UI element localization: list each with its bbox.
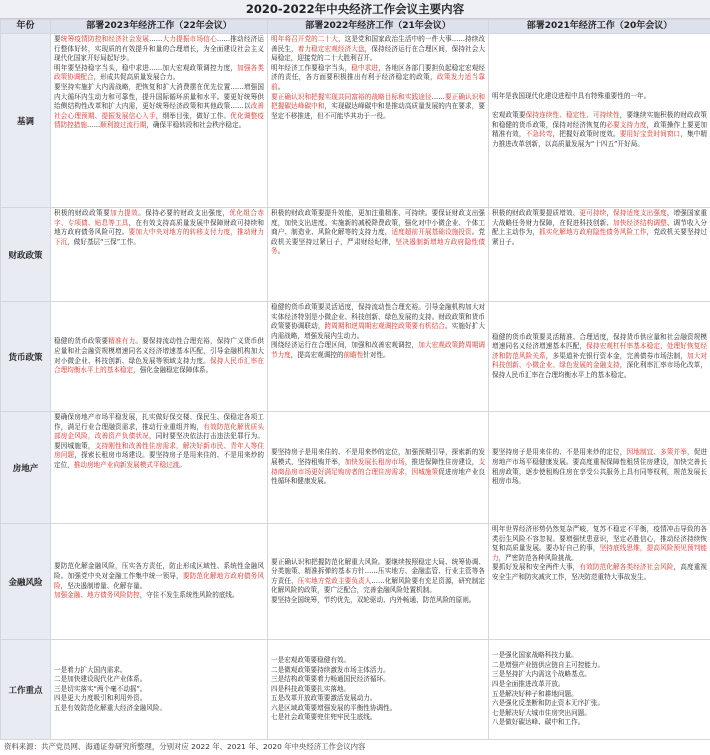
body-text: ，深化利率汇率市场化改革，保持人民币汇率在合理均衡水平上的基本稳定。 <box>492 361 708 379</box>
body-text: 二是微观政策要持续激发市场主体活力。 <box>271 665 390 674</box>
body-text: 要坚持全国统筹，节约优先，双轮驱动、内外畅通、防范风险的原则。 <box>271 595 476 604</box>
body-text: ，集中精力推进改革创新，以高质量发展为“十四五”开好局。 <box>492 130 708 148</box>
body-text: ，同时要坚决依法打击违法犯罪行为。要因城施策， <box>54 432 265 450</box>
highlighted-text: 处理好恢复经济和防范风险关系 <box>492 342 708 360</box>
body-text: 明年世界经济形势仍然复杂严峻，复苏不稳定不平衡，疫情冲击导致的各类衍生风险不容忽视。 <box>492 525 707 543</box>
highlighted-text: 支持刚性和改善性住房需求，解决好新市民、青年人等住房问题 <box>54 441 265 460</box>
cell-priorities-2021 <box>489 640 710 740</box>
body-text: ，党政机关要坚持过紧日子。 <box>492 228 708 246</box>
body-text: 六是区域政策要增强发展的平衡性协调性。 <box>271 703 397 712</box>
body-text: 。保持必要的财政支出强度， <box>138 209 230 217</box>
highlighted-text: 加强金融、地方债务风险防控 <box>54 591 140 600</box>
body-text: 。 <box>277 82 285 91</box>
highlighted-text: 要防范化解地方政府债务风险 <box>54 571 265 590</box>
cell-tone-2022 <box>268 34 489 208</box>
body-text: 积极的财政政策要提质增效、 <box>492 209 580 217</box>
body-text: 五是解决好种子和耕地问题。 <box>492 689 578 698</box>
body-text: 明年要坚持稳字当头，稳中求进……加大宏观政策调控力度， <box>54 63 238 72</box>
body-text: 七是解决好大城市住房突出问题。 <box>492 708 591 717</box>
highlighted-text: 保持适度支出强度 <box>613 209 667 217</box>
row-property <box>1 412 710 524</box>
body-text: 稳健的货币政策要灵活精准、合理适度，保持货币供应量和社会融资规模增速同名义经济增速基本匹配， <box>492 332 707 351</box>
body-text: ，保持经济运行在合理区间，保持社会大局稳定，迎接党的二十大胜利召开。 <box>271 44 486 63</box>
cell-monetary-2021 <box>489 302 710 412</box>
highlighted-text: 要正确认识和把握碳达峰碳中和 <box>271 92 486 111</box>
body-text: ，多渠道补充银行资本金，完善债券市场法制， <box>545 351 687 360</box>
body-text: 三是切实落实“两个毫不动摇”。 <box>54 684 147 693</box>
highlighted-text: 加快经济结构调整 <box>613 218 667 227</box>
col-header-2021: 部署2021年经济工作（20年会议） <box>489 20 710 34</box>
body-text: 促进房地产业良性循环和健康发展。 <box>271 467 486 486</box>
highlighted-text: 政策发力适当靠前 <box>271 73 486 91</box>
body-text: 要防范化解金融风险，压实各方责任，防止形成区域性、系统性金融风险。加强党中央对金融工作集中统一领导， <box>54 562 264 580</box>
body-text: …… <box>86 121 101 130</box>
body-text: ，增强国家重大战略任务财力保障，在促进科技创新、 <box>492 209 708 227</box>
body-text: ，坚决遏制增量、化解存量。 <box>60 581 147 590</box>
highlighted-text: 着力稳定宏观经济大盘 <box>297 44 365 53</box>
body-text: 积极的财政政策要提升效能，更加注重精准、可持续。要保证财政支出强度，加快支出进度。实施新的减税降费政策，强化对中小微企业、个体工商户、制造业、风险化解等的支持力度， <box>271 209 485 237</box>
highlighted-text: 加大对科技创新、小微企业、绿色发展的金融支持 <box>492 351 708 370</box>
body-text: 。 <box>179 460 186 469</box>
col-header-2022: 部署2022年经济工作（21年会议） <box>268 20 489 34</box>
row-label-tone: 基调 <box>1 34 51 208</box>
row-label-fiscal: 财政政策 <box>1 208 51 302</box>
source-footnote: 资料来源：共产党员网、海通证券研究所整理，分别对应 2022 年、2021 年、2020 年中央经济工作会议内容 <box>4 742 366 751</box>
highlighted-text: 要加大中央对地方的转移支付力度，推动财力下沉 <box>54 228 265 246</box>
body-text: ，实现碳达峰碳中和是推动高质量发展的内在要求，要坚定不移推进，但不可能毕其功于一役。 <box>271 102 486 120</box>
body-text: 要正确认识和把握防范化解重大风险。要继续按照稳定大局、统筹协调、分类施策、精准拆弹的基本方针……压实地方、金融监管、行业主管等各方责任， <box>271 557 485 585</box>
body-text: 二是加快建设现代化产业体系。 <box>54 675 147 684</box>
body-text: 明年经济工作要稳字当头， <box>271 63 352 72</box>
cell-property-2023 <box>51 412 268 524</box>
body-text: 四是科技政策要扎实落地。 <box>271 684 351 693</box>
body-text: 一是着力扩大国内需求。 <box>54 665 127 674</box>
body-text: 稳健的货币政策要 <box>54 337 109 346</box>
highlighted-text: 大力提振市场信心 <box>162 35 217 43</box>
cell-fiscal-2023 <box>51 208 268 302</box>
row-fiscal <box>1 208 710 302</box>
body-text: ，守住不发生系统性风险的底线。 <box>139 591 239 600</box>
body-text: 四是更大力度吸引和利用外资。 <box>54 694 147 703</box>
col-header-year: 年份 <box>1 20 51 34</box>
body-text: 六是强化反垄断和防止资本无序扩张。 <box>492 699 605 708</box>
body-text: 要 <box>54 35 61 43</box>
highlighted-text: 加大宏观政策跨周期调节力度 <box>271 341 486 359</box>
highlighted-text: 因地制宜、多策并举 <box>626 448 687 457</box>
highlighted-text: 必要支持力度 <box>606 120 647 129</box>
body-text: ， <box>660 342 667 351</box>
body-text: ，促进房地产市场平稳健康发展。要高度重视保障性租赁住房建设，加快完善长租房政策，逐步使租购住房在享受公共服务上具有同等权利，规范发展长租房市场。 <box>492 448 708 486</box>
highlighted-text: 加力提效 <box>110 209 139 217</box>
body-text: ，做好基层“三保”工作。 <box>67 237 140 246</box>
body-text: ， <box>606 209 614 217</box>
body-text: 要抓好发展和安全两件大事， <box>492 563 580 572</box>
cell-risk-2021 <box>489 524 710 640</box>
highlighted-text: 明年将召开党的二十大 <box>271 35 338 43</box>
highlighted-text: 支持商品房市场更好满足购房者的合理住房需求，因城施策 <box>271 457 486 476</box>
body-text: 宏观政策要 <box>492 110 526 119</box>
body-text: ，严密防范各种风险挑战。 <box>498 553 578 562</box>
body-text: ，在有效支持高质量发展中保障财政可持续和地方政府债务风险可控。 <box>54 218 265 237</box>
highlighted-text: 推动房地产业向新发展模式平稳过渡 <box>73 460 180 469</box>
highlighted-text: 顺利渡过流行期 <box>100 121 147 130</box>
body-text: 七是社会政策要兜住兜牢民生底线。 <box>271 713 377 722</box>
body-text: ，形成共促高质量发展合力。 <box>93 73 180 82</box>
cell-property-2022 <box>268 412 489 524</box>
body-text: ，推进保障性住房建设， <box>404 457 479 466</box>
highlighted-text: 加快发展长租房市场 <box>344 457 405 466</box>
body-text: 二是增强产业链供应链自主可控能力。 <box>492 660 605 669</box>
row-label-risk: 金融风险 <box>1 524 51 640</box>
highlighted-text: 跨周期和逆周期宏观调控政策要有机结合 <box>324 322 445 331</box>
body-text: …… <box>149 35 163 43</box>
body-text: ，探索长租房市场建设。要坚持房子是用来住的、不是用来炒的定位， <box>54 451 265 469</box>
body-text: 五是改革开放政策要激活发展动力。 <box>271 694 377 703</box>
row-monetary <box>1 302 710 412</box>
highlighted-text: 有效防范化解各类经济社会风险 <box>579 563 674 572</box>
body-text: 四是全面推进改革开放。 <box>492 679 565 688</box>
row-label-priorities: 工作重点 <box>1 640 51 740</box>
highlighted-text: 适度超前开展基础设施投资 <box>391 228 472 237</box>
highlighted-text: 保持人民币汇率在合理均衡水平上的基本稳定 <box>54 356 265 375</box>
highlighted-text: 稳中求进 <box>351 63 379 72</box>
page-title: 2020-2022年中央经济工作会议主要内容 <box>0 0 710 19</box>
highlighted-text: 前瞻性 <box>343 350 364 359</box>
highlighted-text: 要正确认识和把握实现共同富裕的战略目标和实践途径 <box>271 92 432 101</box>
cell-risk-2023 <box>51 524 268 640</box>
comparison-table <box>0 19 710 740</box>
highlighted-text: 改善社会心理预期、提振发展信心入手 <box>54 102 265 120</box>
body-text: 要增强忧患意识，坚定必胜信心，推动经济持续恢复和高质量发展。要办好自己的事， <box>492 534 708 553</box>
body-text: 。 <box>277 247 285 256</box>
cell-monetary-2023 <box>51 302 268 412</box>
body-text: 。要保持流动性合理充裕，保持广义货币供应量和社会融资规模增速同名义经济增速基本匹配，引导金融机构加大对小微企业、科技创新、绿色发展等领域支持力度。 <box>54 337 265 365</box>
body-text: 围绕经济运行在合理区间，加强和改善宏观调控， <box>271 341 419 350</box>
body-text: ……化解风险要有充足资源，研究制定化解风险的政策，要广泛配合，完善金融风险处置机制。 <box>271 576 486 595</box>
body-text: ，纲举目张，做好工作。 <box>155 111 231 120</box>
body-text: 积极的财政政策要 <box>54 209 111 217</box>
header-row <box>1 20 710 34</box>
highlighted-text: 更可持续 <box>579 209 607 217</box>
row-label-property: 房地产 <box>1 412 51 524</box>
col-header-2023: 部署2023年经济工作（22年会议） <box>51 20 268 34</box>
body-text: ，确保平稳转段和社会秩序稳定。 <box>146 121 246 130</box>
body-text: 一是强化国家战略科技力量。 <box>492 651 578 660</box>
cell-monetary-2022 <box>268 302 489 412</box>
body-text: ，各地区各部门要担负起稳定宏观经济的责任，各方面要积极推出有利于经济稳定的政策， <box>271 63 486 82</box>
cell-fiscal-2021 <box>489 208 710 302</box>
cell-priorities-2022 <box>268 640 489 740</box>
row-label-monetary: 货币政策 <box>1 302 51 412</box>
body-text: ，这是党和国家政治生活中的一件大事……持续改善民生， <box>271 35 485 53</box>
body-text: 稳健的货币政策要灵活适度，保持流动性合理充裕。引导金融机构加大对实体经济特别是小微企业、科技创新、绿色发展的支持。财政政策和货币政策要协调联动， <box>271 303 485 331</box>
body-text: 八是做好碳达峰、碳中和工作。 <box>492 718 585 727</box>
highlighted-text: 压实地方党政主要负责人 <box>297 576 372 585</box>
highlighted-text: 优化组合赤字、专项债、贴息等工具 <box>54 209 265 227</box>
highlighted-text: 抓实化解地方政府隐性债务风险工作 <box>539 228 647 237</box>
highlighted-text: 加强各类政策协调配合 <box>54 63 265 82</box>
body-text: ，要继续实施积极的财政政策和稳健的货币政策，保持对经济恢复的 <box>492 110 708 129</box>
highlighted-text: 要用好宝贵时间窗口 <box>619 130 681 139</box>
highlighted-text: 坚持底线思维，提高风险预见预判能力 <box>492 544 708 562</box>
row-tone <box>1 34 710 208</box>
body-text: …… <box>431 92 445 101</box>
highlighted-text: 保持宏观杠杆率基本稳定 <box>586 342 661 351</box>
highlighted-text: 不急转弯 <box>525 130 553 139</box>
body-text: 三是结构政策要着力畅通国民经济循环。 <box>271 675 390 684</box>
body-text: 要坚持房子是用来住的、不是用来炒的定位， <box>492 448 627 457</box>
highlighted-text: 保持连续性、稳定性、可持续性 <box>525 110 620 119</box>
cell-priorities-2023 <box>51 640 268 740</box>
body-text: 三是坚持扩大内需这个战略基点。 <box>492 670 591 679</box>
highlighted-text: 统筹疫情防控和经济社会发展 <box>60 35 150 43</box>
body-text: 要坚持房子是用来住的、不是用来炒的定位，加强预期引导，探索新的发展模式，坚持租购并举， <box>271 448 485 466</box>
body-text: 、调节收入分配上主动作为， <box>492 218 708 237</box>
body-text: 针对性。 <box>363 350 390 359</box>
body-text: ……推动经济运行整体好转，实现质的有效提升和量的合理增长，为全面建设社会主义现代化国家开好局起好步。 <box>54 35 265 63</box>
body-text: 五是有效防范化解重大经济金融风险。 <box>54 703 167 712</box>
body-text: 要坚持实施扩大内需战略，把恢复和扩大消费摆在优先位置……增强国内大循环内生动力和可靠性，提升国际循环质量和水平。要更好统筹供给侧结构性改革和扩大内需，更好统筹经济政策和其他政策……以 <box>54 82 264 111</box>
body-text: 。实施好扩大内需战略，增强发展内生动力。 <box>271 322 486 340</box>
cell-risk-2022 <box>268 524 489 640</box>
cell-tone-2023 <box>51 34 268 208</box>
body-text: ，强化金融稳定保障体系。 <box>133 366 213 375</box>
body-text: 一是宏观政策要稳健有效。 <box>271 655 351 664</box>
highlighted-text: 有效防范化解优质头部房企风险，改善资产负债状况 <box>54 422 265 441</box>
body-text: ，高度重视安全生产和防灾减灾工作，坚决防范重特大事故发生。 <box>492 563 708 581</box>
row-risk <box>1 524 710 640</box>
highlighted-text: 优化调整疫情防控措施 <box>54 111 265 130</box>
row-priorities <box>1 640 710 740</box>
body-text: 明年是我国现代化建设进程中具有特殊重要性的一年。 <box>492 91 651 100</box>
body-text: ，提高宏观调控的 <box>290 350 344 359</box>
body-text: ，政策操作上要更加精准有效， <box>492 120 708 139</box>
cell-fiscal-2022 <box>268 208 489 302</box>
highlighted-text: 坚决遏制新增地方政府隐性债务 <box>271 237 486 256</box>
body-text: 要确保房地产市场平稳发展，扎实做好保交楼、保民生、保稳定各项工作，满足行业合理融资需求，推动行业重组并购， <box>54 413 264 431</box>
cell-property-2021 <box>489 412 710 524</box>
body-text: 。党政机关要坚持过紧日子，严肃财经纪律， <box>271 228 486 246</box>
body-text: ，把握好政策时度效。 <box>552 130 620 139</box>
cell-tone-2021 <box>489 34 710 208</box>
highlighted-text: 精准有力 <box>108 337 136 346</box>
